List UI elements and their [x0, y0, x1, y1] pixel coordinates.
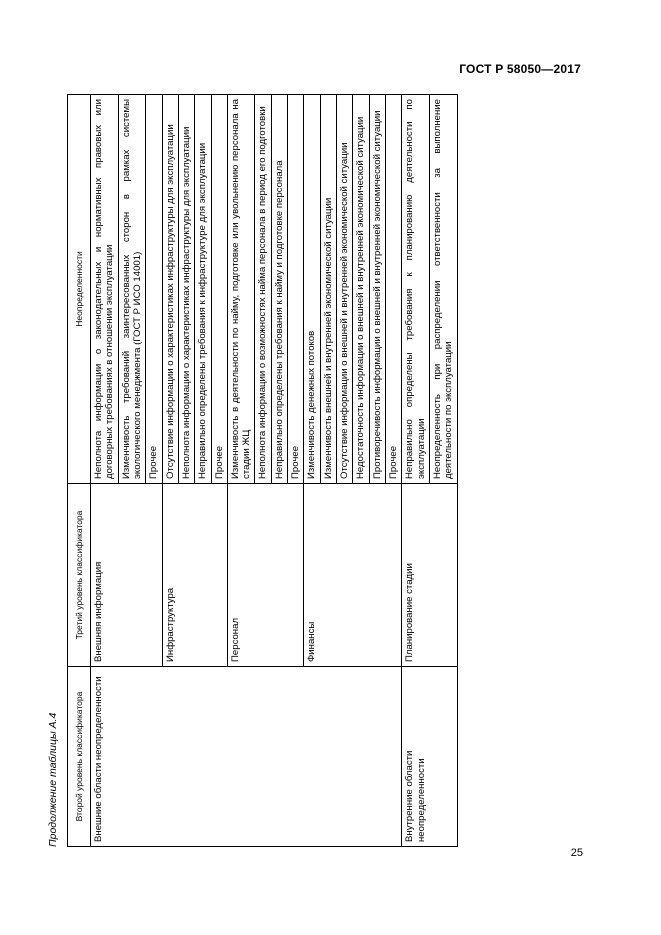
cell-level3 — [288, 484, 304, 667]
cell-level2 — [385, 667, 401, 847]
table-caption: Продолжение таблицы А.4 — [47, 712, 59, 847]
table-row — [337, 95, 353, 847]
cell-uncertainty: Прочее — [146, 95, 162, 484]
table-row — [288, 95, 304, 847]
header-level2: Второй уровень классификатора — [68, 667, 91, 847]
uncertainty-table — [67, 94, 458, 847]
cell-level3: Инфраструктура — [162, 484, 178, 667]
cell-level2 — [288, 667, 304, 847]
cell-level2 — [146, 667, 162, 847]
table-row — [146, 95, 162, 847]
cell-uncertainty: Изменчивость денежных потоков — [304, 95, 320, 484]
cell-level3 — [337, 484, 353, 667]
cell-uncertainty: Изменчивость в деятельности по найму, подготовке или увольнению персонала на стадии ЖЦ — [227, 95, 255, 484]
table-row — [304, 95, 320, 847]
cell-uncertainty: Неполнота информации о возможностях найма персонала в период его подготовки — [255, 95, 271, 484]
cell-level2 — [429, 667, 457, 847]
table-row — [369, 95, 385, 847]
header-level3: Третий уровень классификатора — [68, 484, 91, 667]
cell-level2 — [320, 667, 336, 847]
cell-level3 — [211, 484, 227, 667]
cell-level3 — [118, 484, 146, 667]
standard-code: ГОСТ Р 58050—2017 — [459, 62, 581, 76]
cell-level3: Персонал — [227, 484, 255, 667]
cell-uncertainty: Неправильно определены требования к инфраструктуре для эксплуатации — [195, 95, 211, 484]
table-row — [91, 95, 119, 847]
cell-uncertainty: Изменчивость требований заинтересованных сторон в рамках системы экологического менеджмента (ГОСТ Р ИСО 14001) — [118, 95, 146, 484]
cell-level3 — [146, 484, 162, 667]
cell-level3 — [369, 484, 385, 667]
table-row — [385, 95, 401, 847]
cell-level3 — [195, 484, 211, 667]
cell-uncertainty: Неправильно определены требования к найму и подготовке персонала — [271, 95, 287, 484]
table-row — [195, 95, 211, 847]
cell-level2 — [118, 667, 146, 847]
cell-level3: Планирование стадии — [402, 484, 430, 667]
table-row — [255, 95, 271, 847]
cell-level2 — [255, 667, 271, 847]
cell-level3 — [178, 484, 194, 667]
page-number: 25 — [570, 847, 583, 859]
cell-level2 — [271, 667, 287, 847]
table-row — [429, 95, 457, 847]
cell-level2 — [162, 667, 178, 847]
cell-level3 — [320, 484, 336, 667]
cell-level3 — [255, 484, 271, 667]
cell-uncertainty: Отсутствие информации о характеристиках инфраструктуры для эксплуатации — [162, 95, 178, 484]
table-row — [118, 95, 146, 847]
cell-level3: Финансы — [304, 484, 320, 667]
cell-level2 — [178, 667, 194, 847]
cell-uncertainty: Противоречивость информации о внешней и внутренней экономической ситуации — [369, 95, 385, 484]
cell-level2: Внешние области неопределенности — [91, 667, 119, 847]
table-row — [353, 95, 369, 847]
cell-level3 — [271, 484, 287, 667]
table-row — [271, 95, 287, 847]
cell-uncertainty: Изменчивость внешней и внутренней экономической ситуации — [320, 95, 336, 484]
cell-level3: Внешняя информация — [91, 484, 119, 667]
cell-uncertainty: Недостаточность информации о внешней и внутренней экономической ситуации — [353, 95, 369, 484]
table-row — [320, 95, 336, 847]
cell-uncertainty: Прочее — [211, 95, 227, 484]
header-uncertainties: Неопределенности — [68, 95, 91, 484]
cell-level3 — [353, 484, 369, 667]
cell-level3 — [385, 484, 401, 667]
table-row — [402, 95, 430, 847]
cell-level2 — [353, 667, 369, 847]
cell-uncertainty: Отсутствие информации о внешней и внутренней экономической ситуации — [337, 95, 353, 484]
cell-level2 — [304, 667, 320, 847]
cell-level2 — [227, 667, 255, 847]
table-row — [178, 95, 194, 847]
cell-uncertainty: Неправильно определены требования к планированию деятельности по эксплуатации — [402, 95, 430, 484]
cell-uncertainty: Неполнота информации о характеристиках инфраструктуры для эксплуатации — [178, 95, 194, 484]
cell-uncertainty: Прочее — [385, 95, 401, 484]
table-row — [211, 95, 227, 847]
table-header-row — [68, 95, 91, 847]
cell-level3 — [429, 484, 457, 667]
cell-level2: Внутренние области неопределенности — [402, 667, 430, 847]
cell-uncertainty: Неопределенность при распределении ответственности за выполнение деятельности по эксплуатации — [429, 95, 457, 484]
cell-level2 — [211, 667, 227, 847]
table-body — [91, 95, 458, 847]
cell-uncertainty: Прочее — [288, 95, 304, 484]
cell-level2 — [195, 667, 211, 847]
table-row — [162, 95, 178, 847]
table-row — [227, 95, 255, 847]
cell-uncertainty: Неполнота информации о законодательных и нормативных правовых или договорных требованиях в отношении эксплуатации — [91, 95, 119, 484]
cell-level2 — [369, 667, 385, 847]
rotated-page-content — [45, 95, 580, 847]
cell-level2 — [337, 667, 353, 847]
